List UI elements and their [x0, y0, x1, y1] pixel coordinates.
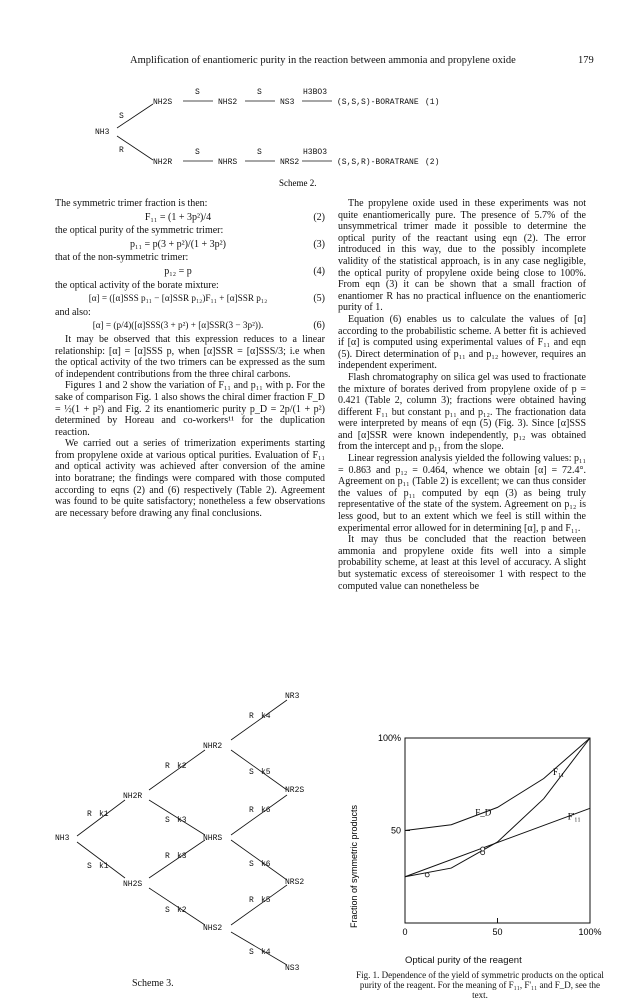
equation-2: F₁₁ = (1 + 3p²)/4 (2) [144, 211, 325, 223]
svg-text:(2): (2) [425, 158, 440, 167]
x-tick-label: 50 [492, 927, 503, 937]
paragraph: Figures 1 and 2 show the variation of F₁₁ and p₁₁ with p. For the sake of comparison Fig. 1 also shows the chiral dimer fraction F_D = ½(1 + p²) and Fig. 2 its enantiomeric purity p_D = 2p/(1 + p²) determined by Horeau and co-workers¹¹ for the duplication reaction. [55, 380, 325, 438]
svg-text:S: S [165, 906, 170, 915]
scheme3-nrs2: NRS2 [285, 878, 305, 887]
scheme2-nh2s: NH2S [153, 98, 173, 107]
scheme3-nr2s: NR2S [285, 786, 305, 795]
svg-text:k3: k3 [177, 816, 187, 825]
curve-label-ft: F₁₁ [553, 767, 565, 777]
svg-text:k5: k5 [261, 768, 271, 777]
curve-label-fd: F_D [475, 807, 492, 818]
svg-text:H3BO3: H3BO3 [303, 148, 328, 157]
page-number: 179 [578, 55, 594, 66]
svg-text:R: R [87, 810, 92, 819]
svg-text:k4: k4 [261, 712, 271, 721]
svg-text:S: S [249, 948, 254, 957]
figure-1-chart [345, 728, 605, 953]
equation-6: [α] = (p/4)([α]SSS(3 + p²) + [α]SSR(3 − 3p²)). (6) [92, 320, 325, 332]
svg-text:S: S [195, 148, 200, 157]
series-line-0 [405, 738, 590, 831]
svg-text:k4: k4 [261, 948, 271, 957]
svg-text:R: R [249, 896, 254, 905]
scheme2-nrs2: NRS2 [280, 158, 300, 167]
scheme3-ns3: NS3 [285, 964, 300, 970]
scheme-2 [95, 80, 535, 192]
figure-1-caption: Fig. 1. Dependence of the yield of symmetric products on the optical purity of the reagent. For the meaning of F₁₁, F'₁₁ and F_D, see the text. [356, 970, 604, 1000]
svg-text:S: S [257, 148, 262, 157]
svg-text:H3BO3: H3BO3 [303, 88, 328, 97]
svg-text:S: S [87, 862, 92, 871]
scheme2-nh3: NH3 [95, 128, 110, 137]
svg-text:k3: k3 [177, 852, 187, 861]
svg-text:R: R [165, 762, 170, 771]
scheme2-nhs2: NHS2 [218, 98, 238, 107]
y-tick-label: 50 [390, 825, 401, 836]
scheme2-caption: Scheme 2. [279, 178, 317, 188]
svg-text:k2: k2 [177, 762, 187, 771]
right-column [338, 198, 586, 592]
scheme3-nh2r: NH2R [123, 792, 143, 801]
svg-text:R: R [165, 852, 170, 861]
paragraph: Equation (6) enables us to calculate the values of [α] according to the probabilistic scheme. A better fit is achieved if [α] is computed using experimental values of F₁₁ and eqn (5). Direct determination of p₁₁ and p₁₂ however, requires an independent experiment. [338, 313, 586, 372]
scheme2-nh2r: NH2R [153, 158, 173, 167]
y-axis-label: Fraction of symmetric products [349, 804, 359, 928]
data-point [481, 847, 485, 851]
scheme2-boratrane-ssr: (S,S,R)-BORATRANE [337, 158, 419, 167]
svg-text:(1): (1) [425, 98, 440, 107]
scheme3-nh2s: NH2S [123, 880, 143, 889]
svg-text:S: S [249, 768, 254, 777]
equation-3: p₁₁ = p(3 + p²)/(1 + 3p²) (3) [130, 238, 325, 250]
series-line-2 [405, 808, 590, 876]
paragraph: It may thus be concluded that the reaction between ammonia and propylene oxide fits well into a simple probability scheme, at least at this level of accuracy. A slight but systematic excess of stereoisomer 1 with respect to the computed value can nonetheless be [338, 534, 586, 592]
data-point [425, 873, 429, 877]
svg-text:R: R [249, 712, 254, 721]
scheme2-boratrane-sss: (S,S,S)-BORATRANE [337, 98, 419, 107]
svg-text:S: S [119, 112, 124, 121]
svg-text:S: S [249, 860, 254, 869]
curve-label-fprime: F'₁₁ [567, 811, 581, 822]
paragraph: Flash chromatography on silica gel was used to fractionate the mixture of borates derived from propylene oxide of p = 0.421 (Table 2, column 3); fractions were obtained having different F₁₁ but constant p₁₁ and p₁₂. The fractionation data were interpreted by means of eqn (5) (Fig. 3). Since [α]SSS and [α]SSR were known independently, p₁₂ was obtained from the intercept and p₁₁ from the slope. [338, 371, 586, 453]
equation-5: [α] = ([α]SSS p₁₁ − [α]SSR p₁₂)F₁₁ + [α]SSR p₁₂ (5) [88, 293, 325, 305]
y-tick-label: 100% [377, 733, 401, 743]
svg-text:k6: k6 [261, 806, 271, 815]
svg-text:k5: k5 [261, 896, 271, 905]
paragraph: We carried out a series of trimerization experiments starting from propylene oxide at various optical purities. Evaluation of F₁₁ and optical activity was achieved after conversion of the amine into boratrane; the findings were compared with those computed according to eqns (2) and (6) respectively (Table 2). Agreement was found to be quite satisfactory; nonetheless a few observations are necessary before drawing any final conclusions. [55, 438, 325, 519]
running-title: Amplification of enantiomeric purity in the reaction between ammonia and propylene oxide [130, 55, 516, 66]
scheme3-nhs2: NHS2 [203, 924, 223, 933]
scheme2-nhrs: NHRS [218, 158, 238, 167]
paragraph: The propylene oxide used in these experiments was not quite enantiomerically pure. The presence of 5.7% of the unsymmetrical trimer made it possible to determine the optical purity of the reactant using eqn (2). The error introduced in this way, due to the possibly incomplete validity of the statistical approach, is in any case negligible, the optical purity of propylene oxide being close to 100%. From eqn (3) it can be shown that a small fraction of enantiomer R has no practical influence on the enantiomeric purity of 1. [338, 198, 586, 314]
scheme3-nr3: NR3 [285, 692, 300, 701]
plot-frame [405, 738, 590, 923]
x-tick-label: 0 [402, 927, 408, 937]
x-axis-label: Optical purity of the reagent [405, 955, 522, 966]
scheme2-ns3: NS3 [280, 98, 295, 107]
svg-text:k1: k1 [99, 862, 109, 871]
x-tick-label: 100% [578, 927, 602, 937]
scheme3-nhrs: NHRS [203, 834, 223, 843]
equation-4: p₁₂ = p (4) [164, 265, 325, 277]
svg-text:k1: k1 [99, 810, 109, 819]
svg-text:R: R [119, 146, 124, 155]
svg-text:S: S [257, 88, 262, 97]
svg-text:S: S [165, 816, 170, 825]
scheme3-nh3: NH3 [55, 834, 70, 843]
scheme-3 [55, 640, 335, 970]
scheme3-nhr2: NHR2 [203, 742, 223, 751]
svg-text:k2: k2 [177, 906, 187, 915]
paragraph: Linear regression analysis yielded the following values: p₁₁ = 0.863 and p₁₂ = 0.464, whence we obtain [α] = 72.4°. Agreement on p₁₁ (Table 2) is excellent; we can thus consider the values of p₁₁ computed by eqn (3) as being truly representative of the state of the system. Agreement on p₁₂ is less good, but to an extent which we feel is still within the experimental error allowed for in determining [α], p and F₁₁. [338, 453, 586, 534]
svg-text:R: R [249, 806, 254, 815]
paragraph: It may be observed that this expression reduces to a linear relationship: [α] = [α]SSS p, when [α]SSR = [α]SSS/3; i.e when the optical activity of the two trimers can be expressed as the sum of independent contributions from the three chiral carbons. [55, 333, 325, 380]
scheme3-caption: Scheme 3. [132, 978, 174, 989]
svg-text:k6: k6 [261, 860, 271, 869]
svg-text:S: S [195, 88, 200, 97]
left-column: The symmetric trimer fraction is then: F₁₁ = (1 + 3p²)/4 (2) the optical purity of the symmetric trimer: p₁₁ = p(3 + p²)/(1 + 3p²) (3) that of the non-symmetric trimer: p₁₂ = p (4) the optical activity of the borate mixture: [α] = ([α]SSS p₁₁ − [α]SSR p₁₂)F₁₁ + [α]SSR p₁₂ (5) and also: [α] = (p/4)([α]SSS(3 + p²) + [α]SSR(3 − 3p²)). (6) It may be observed that this expression reduces to a linear relationship: [α] = [α]SSS p, when [α]SSR = [α]SSS/3; i.e when the optical activity of the two trimers can be expressed as the sum of independent contributions from the three chiral carbons. Figures 1 and 2 show the variation of F₁₁ and p₁₁ with p. For the sake of comparison Fig. 1 also shows the chiral dimer fraction F_D = ½(1 + p²) and Fig. 2 its enantiomeric purity p_D = 2p/(1 + p²) determined by Horeau and co-workers¹¹ for the duplication reaction. We carried out a series of trimerization experiments starting from propylene oxide at various optical purities. Evaluation of F₁₁ and optical activity was achieved after conversion of the amine into boratrane; the findings were compared with those computed according to eqns (2) and (6) respectively (Table 2). Agreement was found to be quite satisfactory; nonetheless a few observations are necessary before drawing any final conclusions. [55, 198, 325, 519]
